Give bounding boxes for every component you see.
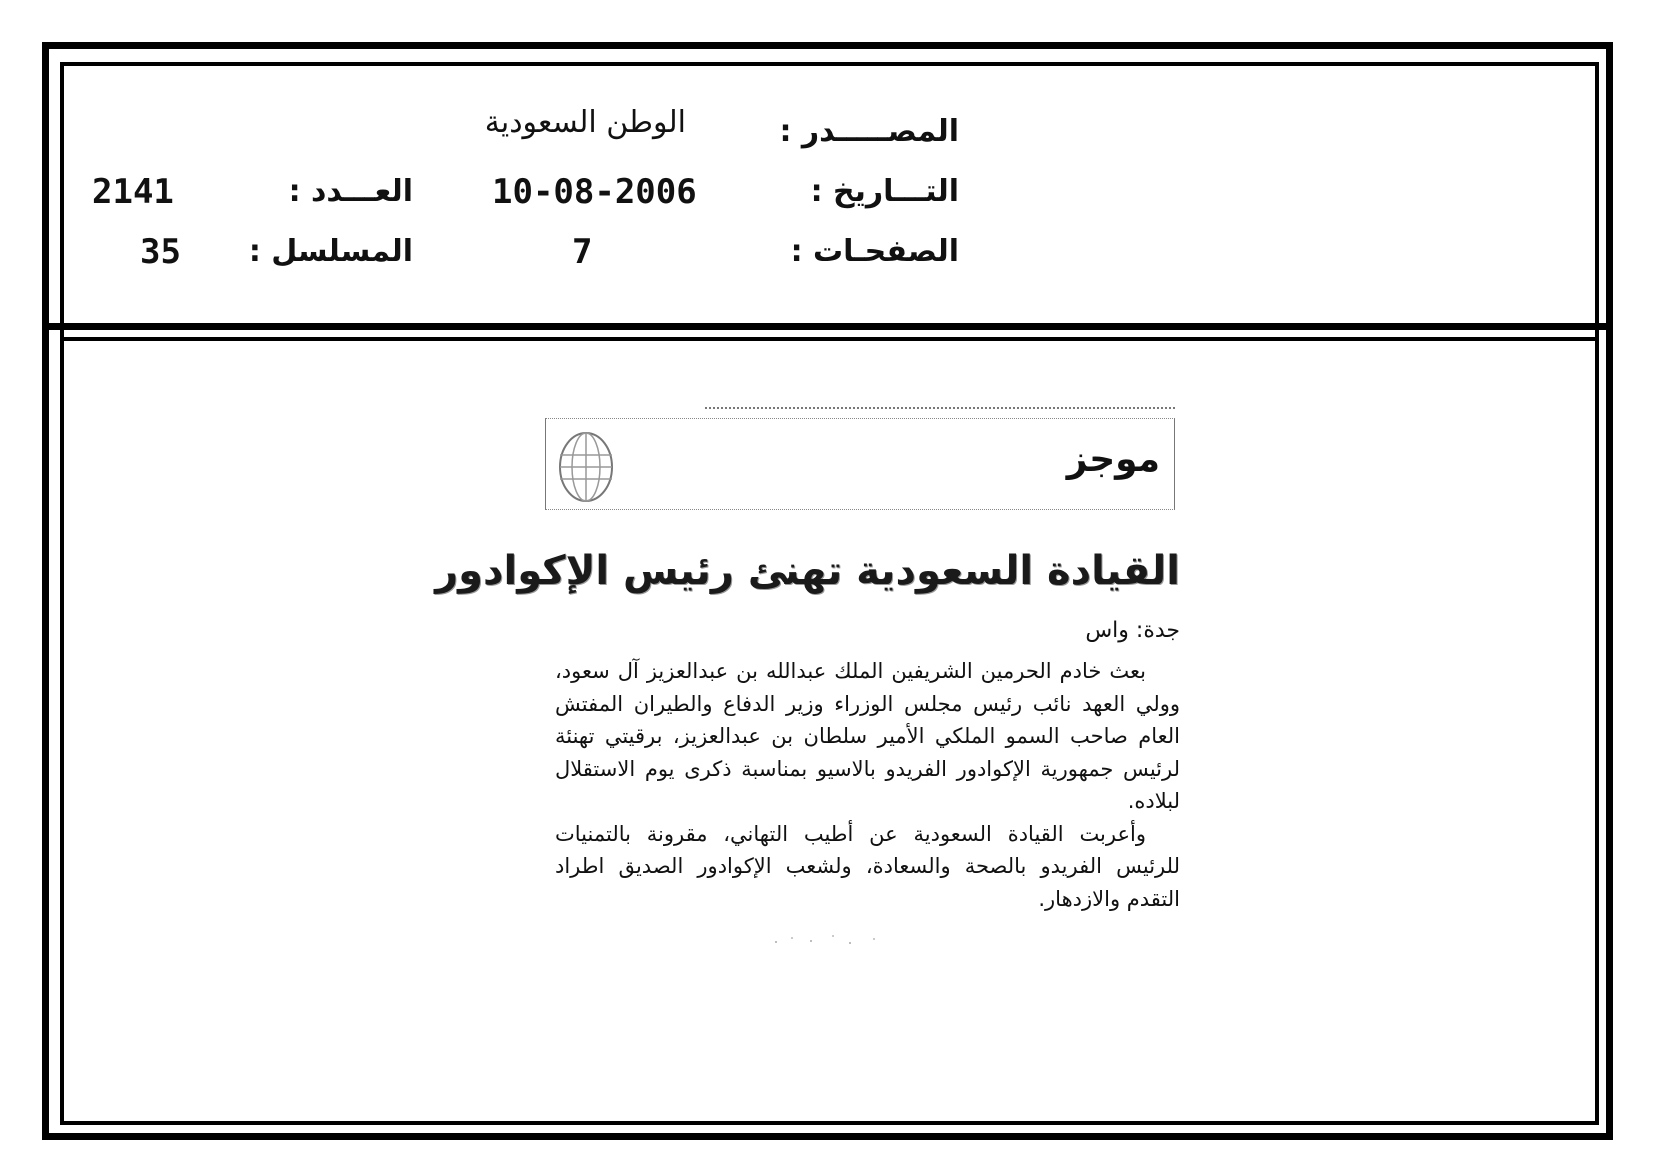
header-divider-thick — [47, 323, 1608, 330]
article-headline: القيادة السعودية تهنئ رئيس الإكوادور — [435, 548, 1180, 594]
article-paragraph: بعث خادم الحرمين الشريفين الملك عبدالله بن عبدالعزيز آل سعود، وولي العهد نائب رئيس مجلس الوزراء وزير الدفاع والطيران المفتش العام صاحب السمو الملكي الأمير سلطان بن عبدالعزيز، برقيتي تهنئة لرئيس جمهورية الإكوادور الفريدو بالاسيو بمناسبة ذكرى يوم الاستقلال لبلاده. — [555, 659, 1180, 813]
serial-value: 35 — [140, 232, 181, 272]
section-label: موجز — [1066, 439, 1160, 480]
pages-value: 7 — [572, 232, 593, 272]
source-value: الوطن السعودية — [484, 105, 686, 140]
article-body — [555, 655, 1180, 915]
pages-label: الصفحـات : — [790, 234, 959, 269]
issue-value: 2141 — [92, 172, 174, 212]
scan-speckle — [770, 930, 890, 948]
section-banner — [545, 418, 1175, 510]
date-value: 10-08-2006 — [492, 172, 697, 212]
section-top-rule — [705, 407, 1175, 409]
issue-label: العـــدد : — [288, 174, 413, 209]
serial-label: المسلسل : — [248, 234, 413, 269]
date-label: التـــاريخ : — [810, 174, 959, 209]
article-dateline: جدة: واس — [1085, 618, 1180, 643]
header-divider-thin — [60, 337, 1599, 341]
article-paragraph: وأعربت القيادة السعودية عن أطيب التهاني، مقرونة بالتمنيات للرئيس الفريدو بالصحة والسعادة، ولشعب الإكوادور الصديق اطراد التقدم والازدهار. — [555, 821, 1180, 911]
source-label: المصـــــدر : — [779, 114, 959, 149]
globe-icon — [554, 425, 634, 505]
